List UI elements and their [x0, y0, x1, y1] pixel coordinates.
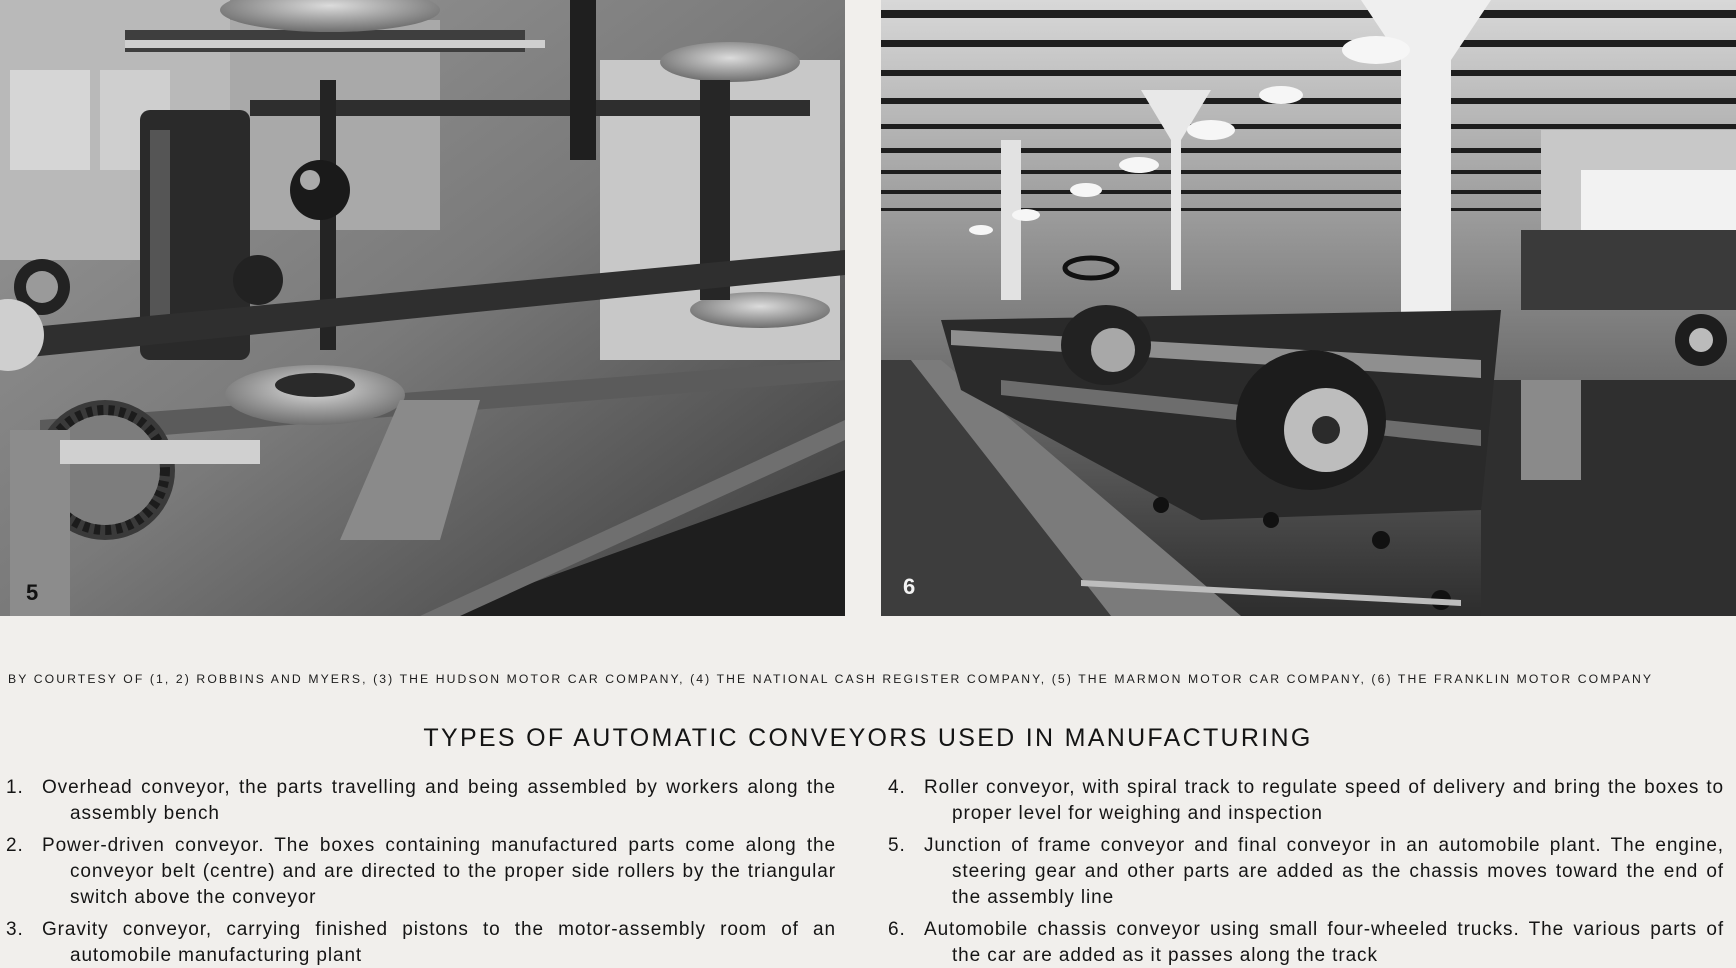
caption-item	[888, 775, 1724, 827]
page-title: TYPES OF AUTOMATIC CONVEYORS USED IN MANUFACTURING	[423, 724, 1313, 752]
caption-text: Power-driven conveyor. The boxes containing manufactured parts come along the conveyor belt (centre) and are directed to the proper side rollers by the triangular switch above the conveyor	[42, 835, 836, 908]
caption-column-right	[888, 775, 1724, 968]
caption-number: 1.	[6, 777, 24, 798]
caption-text: Junction of frame conveyor and final conveyor in an automobile plant. The engine, steering gear and other parts are added as the chassis moves toward the end of the assembly line	[924, 835, 1724, 908]
caption-number: 4.	[888, 777, 906, 798]
caption-number: 5.	[888, 835, 906, 856]
caption-number: 3.	[6, 919, 24, 940]
caption-column-left	[6, 775, 836, 968]
photo-chassis-conveyor-line	[881, 0, 1736, 616]
photo-6-image	[881, 0, 1736, 616]
photo-number: 6	[903, 574, 916, 599]
caption-item	[6, 917, 836, 968]
caption-number: 6.	[888, 919, 906, 940]
caption-text: Overhead conveyor, the parts travelling and being assembled by workers along the assembly bench	[42, 777, 836, 824]
photo-number: 5	[26, 580, 39, 605]
caption-item	[888, 917, 1724, 968]
photo-5-image	[0, 0, 845, 616]
caption-number: 2.	[6, 835, 24, 856]
caption-text: Automobile chassis conveyor using small four-wheeled trucks. The various parts of the car are added as it passes along the track	[924, 919, 1724, 966]
caption-text: Gravity conveyor, carrying finished pistons to the motor-assembly room of an automobile manufacturing plant	[42, 919, 836, 966]
caption-item	[6, 775, 836, 827]
caption-text: Roller conveyor, with spiral track to regulate speed of delivery and bring the boxes to proper level for weighing and inspection	[924, 777, 1724, 824]
photo-credit-line: BY COURTESY OF (1, 2) ROBBINS AND MYERS, (3) THE HUDSON MOTOR CAR COMPANY, (4) THE NATIONAL CASH REGISTER COMPANY, (5) THE MARMON MOTOR CAR COMPANY, (6) THE FRANKLIN MOTOR COMPANY	[8, 672, 1654, 686]
caption-item	[6, 833, 836, 911]
photo-overhead-assembly-conveyor	[0, 0, 845, 616]
caption-item	[888, 833, 1724, 911]
